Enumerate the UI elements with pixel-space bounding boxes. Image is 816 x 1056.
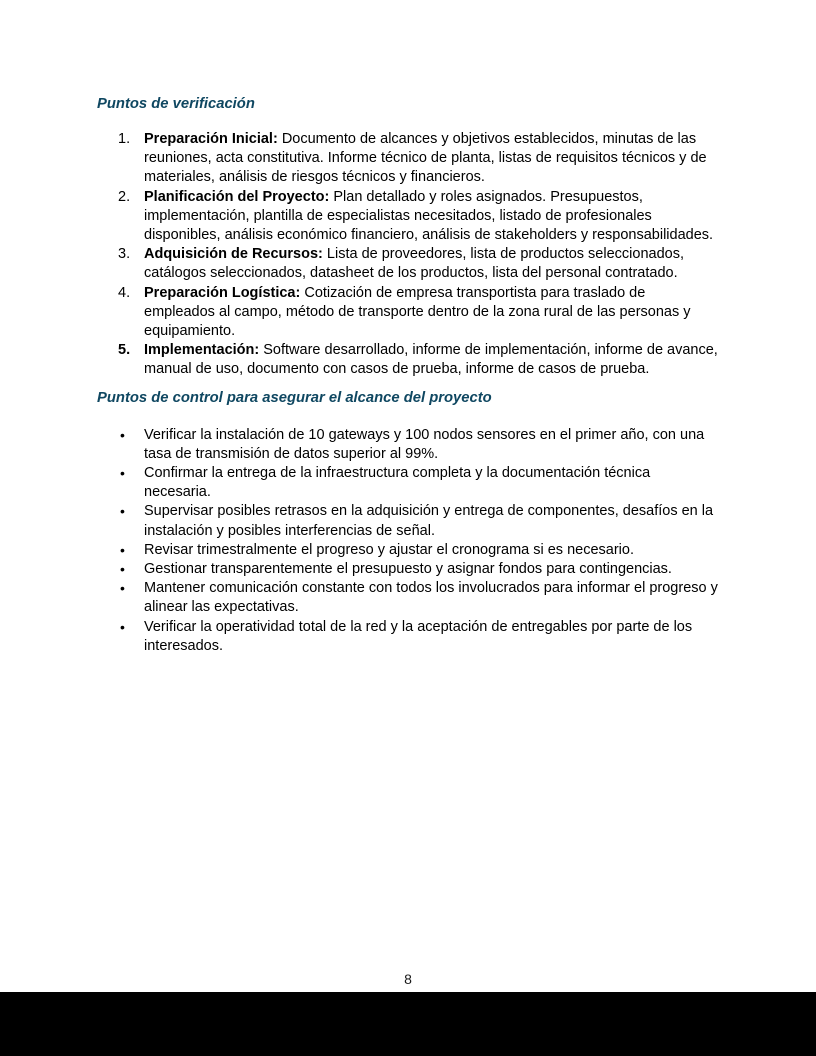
list-item-label: Implementación:: [144, 342, 260, 359]
list-item: [97, 245, 720, 283]
list-item-label: Adquisición de Recursos:: [144, 246, 323, 263]
list-number: 5.: [118, 342, 131, 359]
list-item-label: Planificación del Proyecto:: [144, 188, 330, 205]
bullet-text: Confirmar la entrega de la infraestructura completa y la documentación técnica necesaria.: [144, 465, 651, 501]
list-item-text: Plan detallado y roles asignados. Presupuestos, implementación, plantilla de especialistas necesitados, listado de profesionales disponibles, análisis económico financiero, análisis de stakeholders y responsabilidades.: [144, 188, 714, 244]
list-item-text: Cotización de empresa transportista para traslado de empleados al campo, método de transporte dentro de la zona rural de las personas y equipamiento.: [144, 284, 691, 340]
list-item: [97, 341, 720, 379]
list-item-label: Preparación Inicial:: [144, 131, 278, 147]
list-item-label: Preparación Logística:: [144, 284, 301, 301]
bullet-item: [97, 502, 720, 540]
list-item-text: Lista de proveedores, lista de productos seleccionados, catálogos seleccionados, datasheet de los productos, lista del personal contratado.: [144, 246, 684, 282]
list-item: [97, 284, 720, 342]
bullet-icon: •: [120, 541, 125, 558]
document-body: [97, 95, 720, 656]
list-item-text: Documento de alcances y objetivos establecidos, minutas de las reuniones, acta constitutiva. Informe técnico de planta, listas de requisitos técnicos y de materiales, análisis de riesgos técnicos y financieros.: [144, 131, 707, 186]
list-number: 2.: [118, 188, 131, 205]
list-number: 1.: [118, 131, 131, 147]
list-number: 3.: [118, 246, 131, 263]
numbered-list: [97, 130, 720, 380]
list-item: [97, 188, 720, 246]
bullet-text: Gestionar transparentemente el presupuesto y asignar fondos para contingencias.: [144, 561, 672, 578]
bullet-text: Supervisar posibles retrasos en la adquisición y entrega de componentes, desafíos en la instalación y posibles interferencias de señal.: [144, 503, 714, 539]
bullet-list: [97, 426, 720, 656]
bullet-item: [97, 618, 720, 656]
bullet-item: [97, 426, 720, 464]
section-heading-control: Puntos de control para asegurar el alcance del proyecto: [97, 389, 492, 406]
bullet-item: [97, 464, 720, 502]
bullet-icon: •: [120, 561, 125, 578]
list-item: [97, 130, 720, 188]
bullet-text: Mantener comunicación constante con todos los involucrados para informar el progreso y alinear las expectativas.: [144, 580, 718, 616]
bullet-item: [97, 541, 720, 560]
bullet-text: Revisar trimestralmente el progreso y ajustar el cronograma si es necesario.: [144, 541, 634, 558]
bullet-item: [97, 579, 720, 617]
page-number: 8: [404, 971, 412, 987]
bullet-text: Verificar la instalación de 10 gateways y 100 nodos sensores en el primer año, con una tasa de transmisión de datos superior al 99%.: [144, 426, 705, 462]
bullet-text: Verificar la operatividad total de la red y la aceptación de entregables por parte de los interesados.: [144, 618, 693, 654]
list-number: 4.: [118, 284, 131, 301]
bullet-item: [97, 560, 720, 579]
bullet-icon: •: [120, 618, 125, 635]
bottom-black-bar: [0, 992, 816, 1056]
section-heading-verification: Puntos de verificación: [97, 96, 255, 112]
bullet-icon: •: [120, 465, 125, 482]
bullet-icon: •: [120, 580, 125, 597]
list-item-text: Software desarrollado, informe de implementación, informe de avance, manual de uso, documento con casos de prueba, informe de casos de prueba.: [144, 342, 718, 378]
bullet-icon: •: [120, 426, 125, 443]
bullet-icon: •: [120, 503, 125, 520]
